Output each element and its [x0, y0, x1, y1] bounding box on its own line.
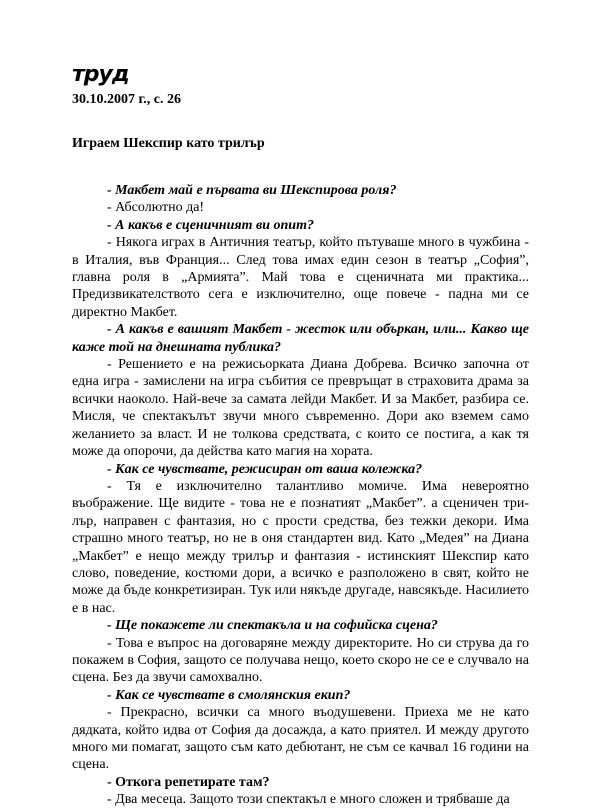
- interview-answer: - Решението е на режисьорката Диана Добрева. Всичко започна от една игра - замислени на игра събития се превръщат в страховита драма за всички наоколо. Най-вече за самата лейди Макбет. И за Макбет, разбира се. Мисля, че спектакълът звучи много съвременно. Дори ако вземем само желанието за власт. И не толкова средствата, с които се постига, а как тя може да опорочи, да действа като магия на хората.: [72, 357, 529, 460]
- interview-answer: - Някога играх в Античния театър, който пътуваше много в чужбина - в Италия, във Франция... След това имах един сезон в театър „София”, главна роля в „Армията”. Май това е сценичната ми практика... Предизвикателството сега е изключително, още повече - падна ми се директно Макбет.: [72, 235, 529, 320]
- interview-answer: - Прекрасно, всички са много въодушевени. Приеха ме не като дядката, който идва от София да досажда, а като приятел. И между другото много ми помагат, защото съм като дебютант, не съм се качвал 16 години на сцена.: [72, 705, 529, 773]
- logo-text: труд: [72, 62, 129, 87]
- interview-answer: - Абсолютно да!: [107, 200, 205, 216]
- interview-question: - Откога репетирате там?: [107, 774, 270, 790]
- interview-answer: - Това е въпрос на договаряне между директорите. Но си струва да го покажем в София, защото се получава нещо, което скоро не се е случвало на сцена. Без да звучи самохвално.: [72, 635, 529, 686]
- interview-answer: - Тя е изключително талантливо момиче. Има невероятно въображение. Ще видите - това не е познатият „Макбет”. а сценичен три-лър, направен с фантазия, но с прости средства, без тежки декори. Има страшно много театър, но не в оня стандартен вид. Като „Медея” на Диана „Макбет” е нещо между трилър и фантазия - истинският Шекспир като слово, поведение, костюми дори, а всичко е разположено в свят, който не може да бъде конкретизиран. Тук или някъде другаде, навсякъде. Насилието е в нас.: [72, 478, 529, 616]
- article-body: [72, 182, 529, 809]
- interview-question: - Как се чувствате, режисиран от ваша колежка?: [107, 461, 423, 477]
- interview-question: - Макбет май е първата ви Шекспирова роля?: [107, 183, 397, 198]
- date-line: 30.10.2007 г., с. 26: [72, 92, 181, 107]
- interview-question: - Ще покажете ли спектакъла и на софийска сцена?: [107, 618, 438, 634]
- interview-question: - Как се чувствате в смолянския екип?: [107, 687, 351, 703]
- interview-question: - А какъв е сценичният ви опит?: [107, 217, 314, 233]
- trud-logo: [72, 62, 134, 88]
- article-title: Играем Шекспир като трилър: [72, 136, 265, 151]
- interview-answer: - Два месеца. Защото този спектакъл е много сложен и трябваше да: [107, 792, 510, 808]
- interview-question: - А какъв е вашият Макбет - жесток или объркан, или... Какво ще каже той на днешната публика?: [72, 322, 529, 355]
